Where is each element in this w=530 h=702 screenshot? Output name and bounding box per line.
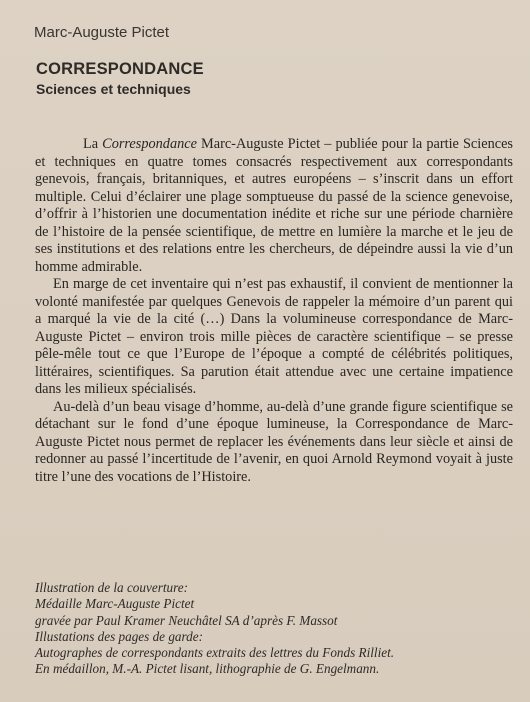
credit-line-medal: Médaille Marc-Auguste Pictet <box>35 596 195 612</box>
book-title: CORRESPONDANCE <box>36 60 204 78</box>
paragraph-1-lead: La <box>83 136 103 152</box>
paragraph-1-text: Marc-Auguste Pictet – publiée pour la partie Sciences et techniques en quatre tomes consacrés respectivement aux correspondants genevois, français, britanniques, et autres européens – s’inscrit dans un effort multiple. Celui d’éclairer une plage somptueuse du passé de la science genevoise, d’offrir à l’historien une documentation inédite et riche sur une période charnière de l’histoire de la pensée scientifique, de mettre en lumière la marche et le jeu de ses institutions et des relations entre les chercheurs, de dépeindre aussi la vie d’un homme admirable. <box>35 136 513 275</box>
credit-line-engraver: gravée par Paul Kramer Neuchâtel SA d’après F. Massot <box>35 612 338 628</box>
blurb-paragraph-2: En marge de cet inventaire qui n’est pas exhaustif, il convient de mentionner la volonté manifestée par quelques Genevois de rappeler la mémoire d’un parent qui a marqué la vie de la cité (…) Dans la volumineuse correspondance de Marc-Auguste Pictet – environ trois mille pièces de caractère scientifique – se presse pêle-mêle tout ce que l’Europe de l’époque a compté de célébrités politiques, littéraires, scientifiques. Sa parution était attendue avec une certaine impatience dans les milieux spécialisés. <box>35 276 513 397</box>
blurb-paragraph-1 <box>35 136 513 276</box>
author-name: Marc-Auguste Pictet <box>34 24 170 41</box>
paragraph-1-italic-title: Correspondance <box>102 136 197 152</box>
book-subtitle: Sciences et techniques <box>36 81 191 97</box>
blurb-text <box>35 136 513 486</box>
illustration-credits <box>35 580 515 678</box>
blurb-paragraph-3: Au-delà d’un beau visage d’homme, au-delà d’une grande figure scientifique se détachant sur le fond d’une époque lumineuse, la Correspondance de Marc-Auguste Pictet nous permet de replacer les événements dans leur siècle et ainsi de redonner au passé l’incertitude de l’avenir, en quoi Arnold Reymond voyait à juste titre l’une des vocations de l’Histoire. <box>35 398 513 485</box>
credit-line-cover-heading: Illustration de la couverture: <box>35 580 188 595</box>
credit-line-medallion: En médaillon, M.-A. Pictet lisant, lithographie de G. Engelmann. <box>35 661 380 677</box>
credit-line-autographs: Autographes de correspondants extraits des lettres du Fonds Rilliet. <box>35 645 395 661</box>
credit-line-endpapers-heading: Illustations des pages de garde: <box>35 628 203 644</box>
